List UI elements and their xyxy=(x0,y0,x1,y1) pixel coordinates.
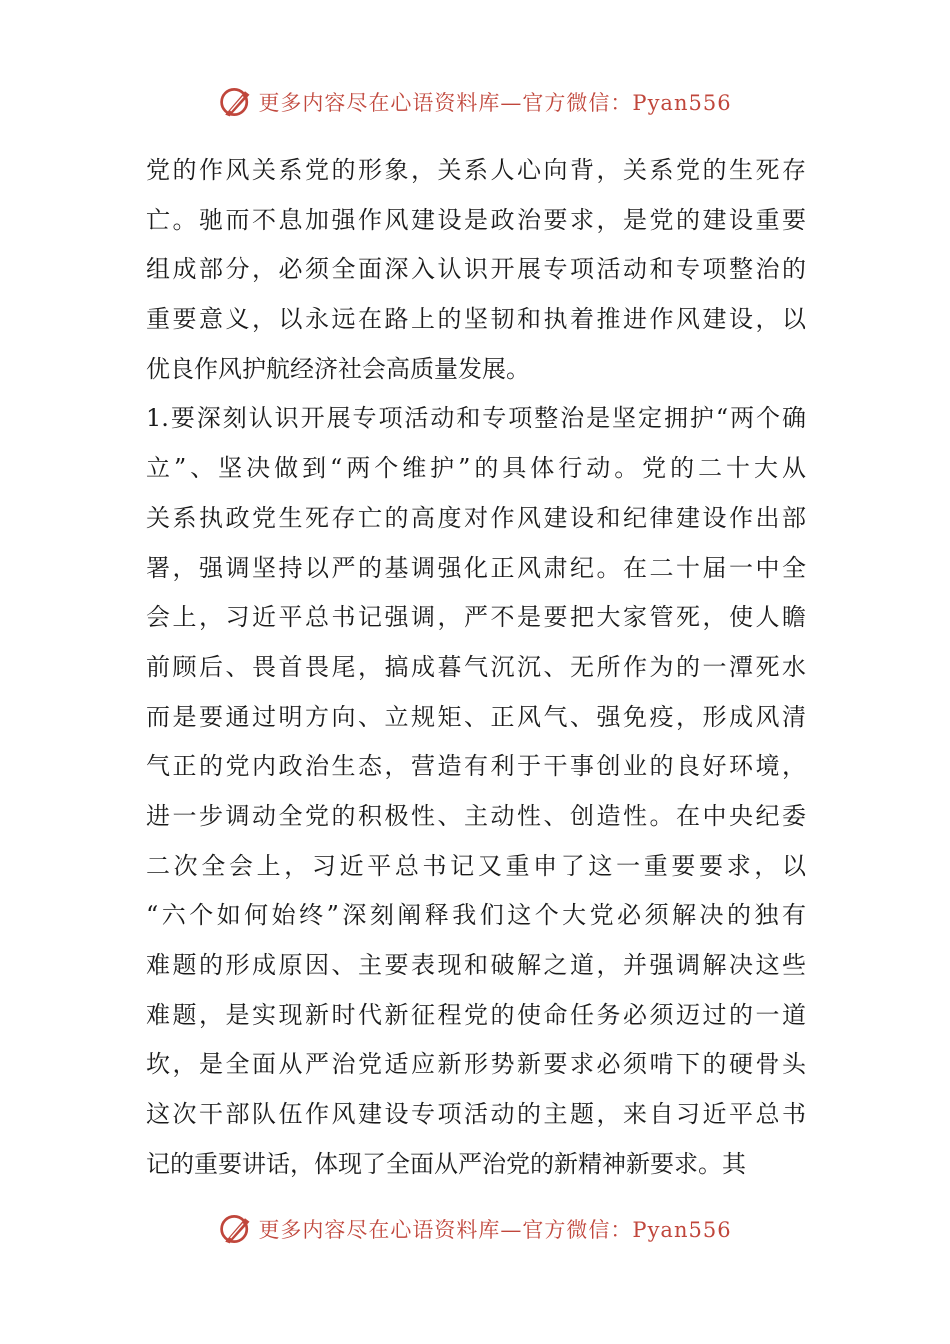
text-line: 气正的党内政治生态，营造有利于干事创业的良好环境， xyxy=(146,752,806,781)
text-line: 关系执政党生死存亡的高度对作风建设和纪律建设作出部 xyxy=(146,503,806,532)
text-line: 进一步调动全党的积极性、主动性、创造性。在中央纪委 xyxy=(146,801,806,830)
header-banner xyxy=(0,82,950,122)
text-line: 坎，是全面从严治党适应新形势新要求必须啃下的硬骨头 xyxy=(146,1050,806,1079)
text-line: 记的重要讲话，体现了全面从严治党的新精神新要求。其 xyxy=(146,1149,746,1178)
text-line: 优良作风护航经济社会高质量发展。 xyxy=(146,354,530,383)
text-line: 难题的形成原因、主要表现和破解之道，并强调解决这些 xyxy=(146,951,806,979)
document-body xyxy=(146,146,806,1189)
text-line: 这次干部队伍作风建设专项活动的主题，来自习近平总书 xyxy=(146,1100,806,1129)
text-line: 1.要深刻认识开展专项活动和专项整治是坚定拥护“两个确 xyxy=(146,404,806,433)
text-line: 难题，是实现新时代新征程党的使命任务必须迈过的一道 xyxy=(146,1000,806,1029)
pen-logo-icon xyxy=(218,1211,254,1247)
text-line: 二次全会上，习近平总书记又重申了这一重要要求，以 xyxy=(146,851,806,880)
text-line: 亡。驰而不息加强作风建设是政治要求，是党的建设重要 xyxy=(146,205,806,234)
footer-banner xyxy=(0,1209,950,1249)
text-line: 重要意义，以永远在路上的坚韧和执着推进作风建设，以 xyxy=(146,305,806,334)
footer-banner-text: 更多内容尽在心语资料库—官方微信：Pyan556 xyxy=(258,1218,732,1242)
text-line: 前顾后、畏首畏尾，搞成暮气沉沉、无所作为的一潭死水 xyxy=(146,652,806,681)
text-line: 署，强调坚持以严的基调强化正风肃纪。在二十届一中全 xyxy=(146,553,806,582)
text-line: 会上，习近平总书记强调，严不是要把大家管死，使人瞻 xyxy=(146,603,806,632)
text-line: 而是要通过明方向、立规矩、正风气、强免疫，形成风清 xyxy=(146,702,806,731)
text-line: “六个如何始终”深刻阐释我们这个大党必须解决的独有 xyxy=(146,901,806,930)
text-line: 组成部分，必须全面深入认识开展专项活动和专项整治的 xyxy=(146,255,806,284)
text-line: 党的作风关系党的形象，关系人心向背，关系党的生死存 xyxy=(146,156,806,184)
text-line: 立”、坚决做到“两个维护”的具体行动。党的二十大从 xyxy=(146,454,806,483)
pen-logo-icon xyxy=(218,84,254,120)
header-banner-text: 更多内容尽在心语资料库—官方微信：Pyan556 xyxy=(258,91,732,115)
